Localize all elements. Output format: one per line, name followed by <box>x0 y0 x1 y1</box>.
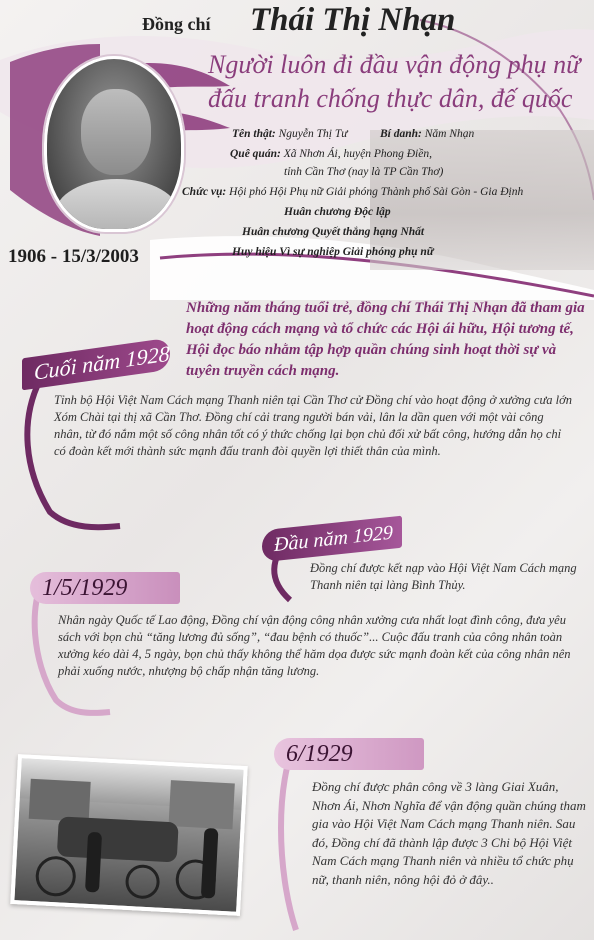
position-value: Hội phó Hội Phụ nữ Giải phóng Thành phố Sài Gòn - Gia Định <box>229 186 524 198</box>
alias-row <box>380 128 474 140</box>
photo-person <box>201 828 219 899</box>
timeline-text-june-1929: Đồng chí được phân công về 3 làng Giai Xuân, Nhơn Ái, Nhơn Nghĩa để vận động quần chúng tham gia vào Hội Việt Nam Cách mạng Thanh niên. Sau đó, Đồng chí đã thành lập được 3 Chi bộ Hội Việt Nam Cách mạng Thanh niên và nhiều tổ chức phụ nữ, thanh niên, nông hội đỏ ở đây.. <box>312 779 586 887</box>
title-name: Thái Thị Nhạn <box>250 2 456 38</box>
real-name-value: Nguyễn Thị Tư <box>278 128 348 140</box>
portrait-shoulders <box>55 179 179 232</box>
position-row <box>182 186 523 198</box>
intro-paragraph: Những năm tháng tuổi trẻ, đồng chí Thái Thị Nhạn đã tham gia hoạt động cách mạng và tổ chức các Hội ái hữu, Hội tương tế, Hội đọc báo nhằm tập hợp quần chúng sinh hoạt thời sự và tuyên truyền cách mạng. <box>186 300 585 379</box>
award-2: Huân chương Quyết thắng hạng Nhất <box>242 226 425 238</box>
subtitle-line-2: đấu tranh chống thực dân, đế quốc <box>208 84 573 113</box>
hometown-row <box>230 148 432 160</box>
real-name-row <box>232 128 348 140</box>
alias-label: Bí danh: <box>380 128 422 140</box>
alias-value: Năm Nhạn <box>424 128 475 140</box>
photo-wheel <box>125 864 161 900</box>
photo-person <box>85 832 102 893</box>
position-label: Chức vụ: <box>182 186 227 198</box>
timeline-label-1928: Cuối năm 1928 <box>22 338 170 391</box>
subtitle-line-1: Người luôn đi đầu vận động phụ nữ <box>208 50 581 79</box>
photo-cyclo-canopy <box>57 816 179 862</box>
historical-photo-cyclos <box>10 754 248 916</box>
award-1: Huân chương Độc lập <box>284 206 391 218</box>
timeline-text-may-1929: Nhân ngày Quốc tế Lao động, Đồng chí vận động công nhân xưởng cưa nhất loạt đình công, đưa yêu sách với bọn chủ “tăng lương đủ sống”, “đau bệnh có thuốc”... Cuộc đấu tranh của công nhân toàn xưởng kéo dài 4, 5 ngày, bọn chủ thấy không thể hăm dọa được sức mạnh đoàn kết của công nhân nên phải xuống nước, nhượng bộ chấp nhận tăng lương. <box>58 613 571 678</box>
photo-building <box>29 779 91 822</box>
timeline-label-early-1929: Đầu năm 1929 <box>262 516 402 563</box>
timeline-label-may-1929: 1/5/1929 <box>30 572 180 604</box>
portrait-photo <box>44 56 184 232</box>
timeline-label-june-1929: 6/1929 <box>274 738 424 770</box>
portrait-face <box>81 89 151 175</box>
timeline-text-early-1929: Đồng chí được kết nạp vào Hội Việt Nam Cách mạng Thanh niên tại làng Bình Thủy. <box>310 561 577 592</box>
real-name-label: Tên thật: <box>232 128 276 140</box>
life-dates: 1906 - 15/3/2003 <box>8 246 139 267</box>
award-3: Huy hiệu Vì sự nghiệp Giải phóng phụ nữ <box>232 246 434 258</box>
timeline-text-1928: Tỉnh bộ Hội Việt Nam Cách mạng Thanh niên tại Cần Thơ cử Đồng chí vào hoạt động ở xưởng cưa lớn Xóm Chài tại thị xã Cần Thơ. Đồng chí cải trang người bán vải, lân la dần quen với một vài công nhân, từ đó nắm một số công nhân tốt có ý thức chống lại bọn chủ đối xử bất công, hướng dẫn họ chỉ có đoàn kết mới thành sức mạnh đấu tranh đòi quyền lợi thiết thân của mình. <box>54 393 573 458</box>
photo-wheel <box>35 855 77 897</box>
title-prefix: Đồng chí <box>142 14 211 34</box>
hometown-line-1: Xã Nhơn Ái, huyện Phong Điền, <box>283 148 432 160</box>
photo-building-right <box>169 780 235 829</box>
hometown-line-2: tỉnh Cần Thơ (nay là TP Cần Thơ) <box>284 166 444 178</box>
hometown-label: Quê quán: <box>230 148 281 160</box>
